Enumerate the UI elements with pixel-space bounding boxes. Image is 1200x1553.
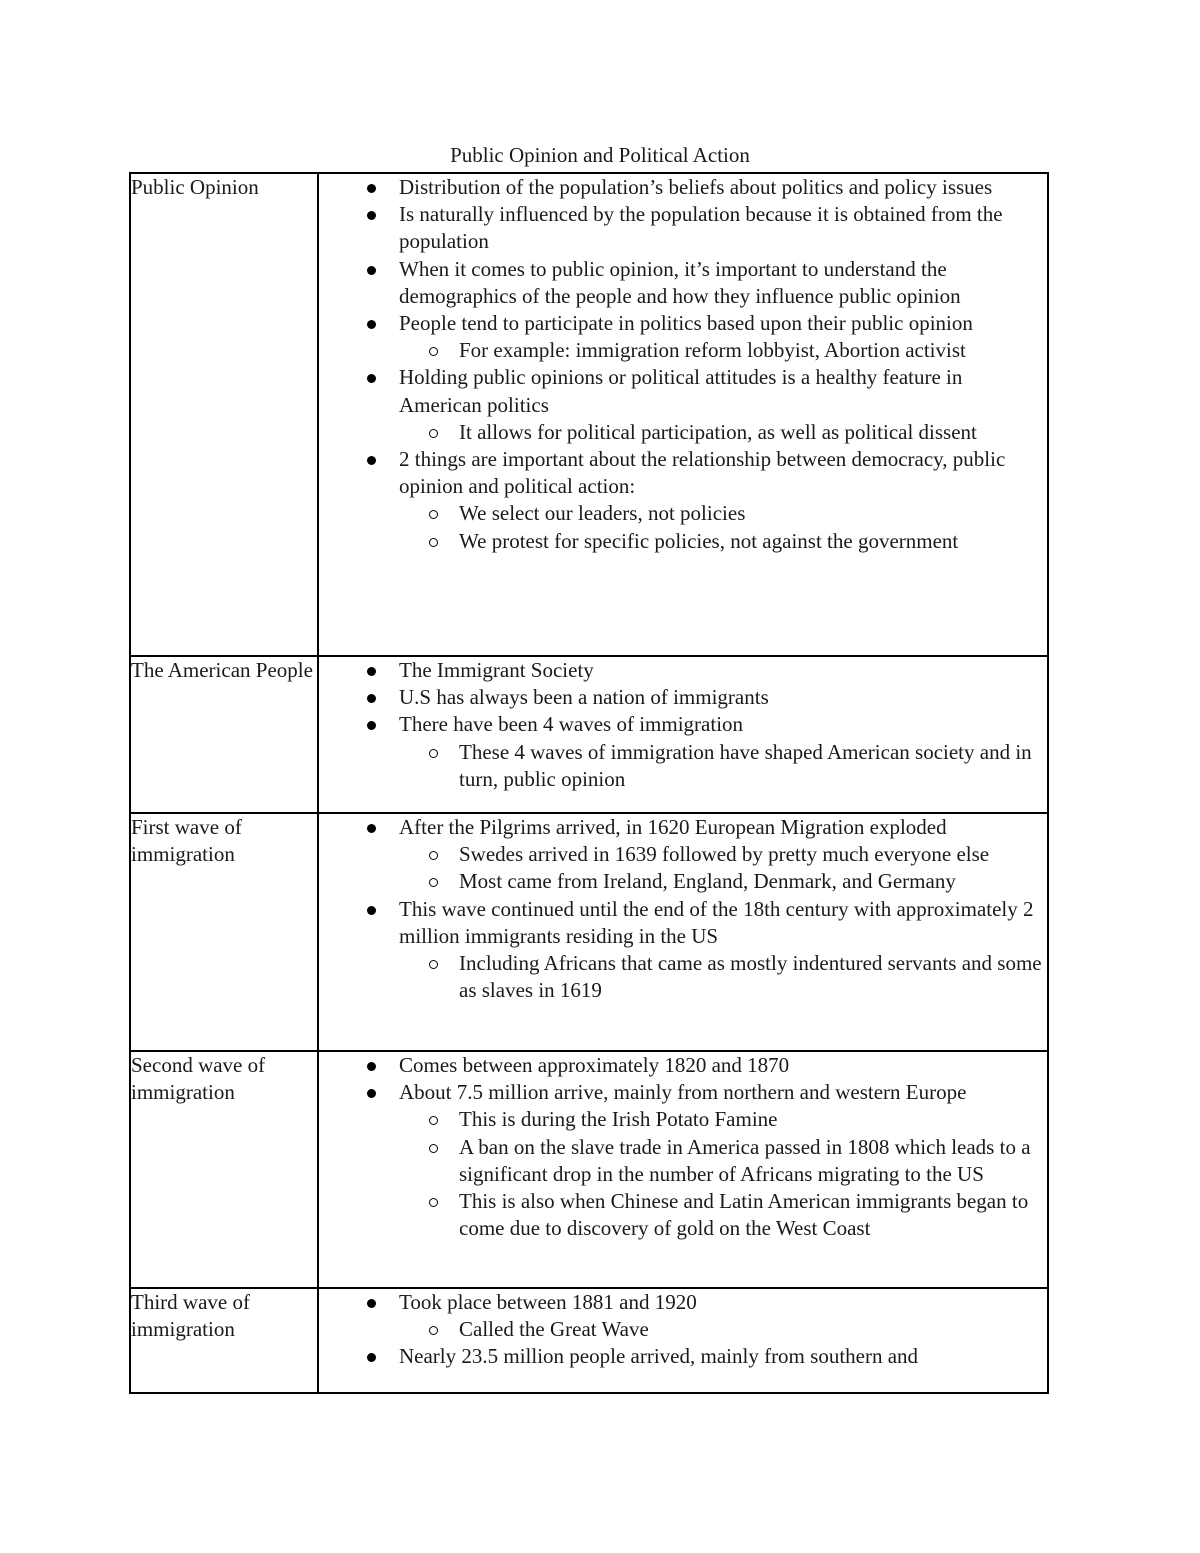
list-item: Took place between 1881 and 1920 Called the Great Wave [319,1289,1047,1343]
topic-label: The American People [131,658,313,682]
topic-cell [130,813,318,1051]
table-row [130,1288,1048,1393]
sub-list-item: This is during the Irish Potato Famine [389,1106,1055,1133]
sub-list-item: A ban on the slave trade in America passed in 1808 which leads to a significant drop in the number of Africans migrating to the US [389,1134,1055,1188]
notes-cell [318,813,1048,1051]
list-item: After the Pilgrims arrived, in 1620 European Migration exploded Swedes arrived in 1639 followed by pretty much everyone else Most came from Ireland, England, Denmark, and Germany [319,814,1047,896]
notes-table [129,172,1049,1394]
sub-bullet-list [399,950,1047,1004]
notes-cell [318,173,1048,656]
sub-list-item: These 4 waves of immigration have shaped American society and in turn, public opinion [389,739,1055,793]
list-item: Comes between approximately 1820 and 1870 [319,1052,1047,1079]
list-item: Nearly 23.5 million people arrived, mainly from southern and [319,1343,1047,1370]
sub-bullet-list [399,419,1047,446]
sub-bullet-list [399,1106,1047,1242]
list-item: When it comes to public opinion, it’s important to understand the demographics of the people and how they influence public opinion [319,256,1047,310]
topic-cell [130,1288,318,1393]
sub-list-item: Most came from Ireland, England, Denmark, and Germany [389,868,1055,895]
table-row [130,813,1048,1051]
sub-bullet-list [399,500,1047,554]
notes-cell [318,656,1048,813]
sub-bullet-list [399,739,1047,793]
topic-label: First wave of immigration [131,815,242,866]
topic-cell [130,656,318,813]
sub-list-item: It allows for political participation, as well as political dissent [389,419,1055,446]
list-item: Is naturally influenced by the population because it is obtained from the population [319,201,1047,255]
sub-list-item: For example: immigration reform lobbyist, Abortion activist [389,337,1055,364]
bullet-list [319,814,1047,1004]
list-item: Distribution of the population’s beliefs about politics and policy issues [319,174,1047,201]
notes-cell [318,1051,1048,1288]
sub-list-item: This is also when Chinese and Latin American immigrants began to come due to discovery of gold on the West Coast [389,1188,1055,1242]
sub-bullet-list [399,337,1047,364]
sub-bullet-list [399,1316,1047,1343]
bullet-list [319,1052,1047,1242]
sub-list-item: We select our leaders, not policies [389,500,1055,527]
sub-bullet-list [399,841,1047,895]
sub-list-item: We protest for specific policies, not against the government [389,528,1055,555]
topic-cell [130,173,318,656]
notes-cell [318,1288,1048,1393]
list-item: People tend to participate in politics based upon their public opinion For example: immigration reform lobbyist, Abortion activist [319,310,1047,364]
bullet-list [319,174,1047,555]
bullet-list [319,1289,1047,1371]
list-item: About 7.5 million arrive, mainly from northern and western Europe This is during the Irish Potato Famine A ban on the slave trade in America passed in 1808 which leads to a significant drop in the number of Africans migrating to the US This is also when Chinese and Latin American immigrants began to come due to discovery of gold on the West Coast [319,1079,1047,1242]
bullet-list [319,657,1047,793]
sub-list-item: Including Africans that came as mostly indentured servants and some as slaves in 1619 [389,950,1055,1004]
list-item: U.S has always been a nation of immigrants [319,684,1047,711]
list-item: There have been 4 waves of immigration These 4 waves of immigration have shaped American society and in turn, public opinion [319,711,1047,793]
topic-label: Second wave of immigration [131,1053,266,1104]
topic-label: Public Opinion [131,175,259,199]
sub-list-item: Called the Great Wave [389,1316,1055,1343]
list-item: Holding public opinions or political attitudes is a healthy feature in American politics It allows for political participation, as well as political dissent [319,364,1047,446]
table-row [130,656,1048,813]
sub-list-item: Swedes arrived in 1639 followed by pretty much everyone else [389,841,1055,868]
table-row [130,1051,1048,1288]
table-row [130,173,1048,656]
list-item: 2 things are important about the relationship between democracy, public opinion and political action: We select our leaders, not policies We protest for specific policies, not against the government [319,446,1047,555]
list-item: This wave continued until the end of the 18th century with approximately 2 million immigrants residing in the US Including Africans that came as mostly indentured servants and some as slaves in 1619 [319,896,1047,1005]
topic-cell [130,1051,318,1288]
topic-label: Third wave of immigration [131,1290,250,1341]
list-item: The Immigrant Society [319,657,1047,684]
document-title: Public Opinion and Political Action [450,143,750,167]
